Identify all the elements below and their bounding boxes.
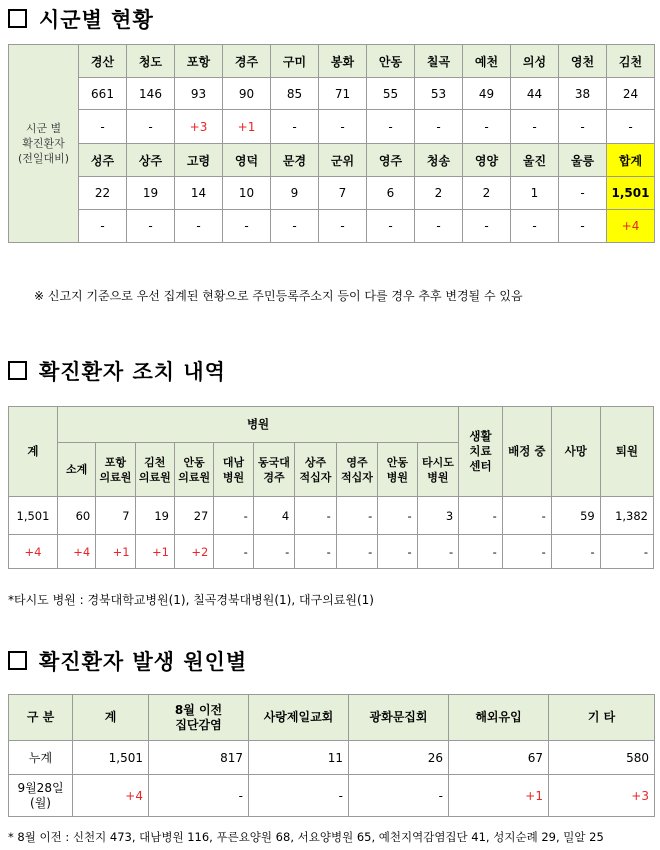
- cause-total-cell: 1,501: [73, 741, 149, 775]
- treatment-cell: -: [459, 497, 503, 535]
- region-total-cell: 71: [319, 78, 367, 110]
- cause-change-cell: -: [349, 775, 449, 817]
- region-name-cell: 합계: [607, 144, 655, 177]
- region-total-cell: 1: [511, 177, 559, 210]
- table-row: [9, 78, 655, 110]
- region-total-cell: 14: [175, 177, 223, 210]
- treatment-cell: 1,501: [9, 497, 58, 535]
- cause-total-cell: 580: [549, 741, 655, 775]
- treatment-cell: 7: [96, 497, 135, 535]
- region-total-cell: 38: [559, 78, 607, 110]
- table-row: [9, 535, 654, 569]
- section-title-causes: [8, 646, 247, 676]
- cause-change-cell: +4: [73, 775, 149, 817]
- region-change-cell: -: [463, 110, 511, 144]
- section-title-text: 확진환자 조치 내역: [39, 360, 226, 384]
- region-change-cell: +3: [175, 110, 223, 144]
- cause-change-cell: +3: [549, 775, 655, 817]
- hospital-sub-header: 대남 병원: [214, 443, 253, 497]
- cause-total-cell: 누계: [9, 741, 73, 775]
- region-name-cell: 예천: [463, 45, 511, 78]
- cause-header: 기 타: [549, 695, 655, 741]
- region-name-cell: 김천: [607, 45, 655, 78]
- region-name-cell: 경산: [79, 45, 127, 78]
- hospital-sub-header: 영주 적십자: [336, 443, 378, 497]
- region-name-cell: 칠곡: [415, 45, 463, 78]
- treatment-cell: -: [295, 535, 337, 569]
- section-title-regional: [8, 4, 154, 34]
- region-total-cell: 22: [79, 177, 127, 210]
- cause-header: 8월 이전 집단감염: [149, 695, 249, 741]
- region-change-cell: -: [175, 210, 223, 243]
- section-title-text: 시군별 현황: [39, 8, 154, 32]
- region-total-cell: -: [559, 177, 607, 210]
- region-name-cell: 안동: [367, 45, 415, 78]
- cause-change-cell: -: [249, 775, 349, 817]
- treatment-cell: -: [378, 497, 417, 535]
- treatment-cell: -: [551, 535, 600, 569]
- checkbox-square-icon: [8, 361, 27, 380]
- treatment-cell: 1,382: [600, 497, 653, 535]
- cause-total-cell: 11: [249, 741, 349, 775]
- region-change-cell: -: [367, 110, 415, 144]
- region-name-cell: 경주: [223, 45, 271, 78]
- table-row: [9, 741, 655, 775]
- region-change-cell: -: [271, 110, 319, 144]
- region-change-cell: -: [559, 110, 607, 144]
- cause-total-cell: 26: [349, 741, 449, 775]
- hospital-sub-header: 소계: [57, 443, 95, 497]
- treatment-cell: +1: [96, 535, 135, 569]
- side-label-line: 시군 별: [25, 122, 62, 135]
- region-total-cell: 9: [271, 177, 319, 210]
- region-change-cell: +1: [223, 110, 271, 144]
- region-total-cell: 55: [367, 78, 415, 110]
- table-row: [9, 177, 655, 210]
- region-total-cell: 7: [319, 177, 367, 210]
- hospital-sub-header: 동국대 경주: [253, 443, 295, 497]
- hospital-header: 병원: [57, 407, 458, 443]
- region-change-cell: -: [319, 210, 367, 243]
- region-name-cell: 울진: [511, 144, 559, 177]
- region-name-cell: 봉화: [319, 45, 367, 78]
- hospital-sub-header: 포항 의료원: [96, 443, 135, 497]
- treatment-cell: 19: [135, 497, 174, 535]
- region-change-cell: -: [415, 210, 463, 243]
- region-name-cell: 의성: [511, 45, 559, 78]
- region-change-cell: -: [127, 110, 175, 144]
- treatment-cell: -: [214, 497, 253, 535]
- region-change-cell: -: [607, 110, 655, 144]
- treatment-note: *타시도 병원 : 경북대학교병원(1), 칠곡경북대병원(1), 대구의료원(1): [8, 593, 374, 607]
- region-name-cell: 청송: [415, 144, 463, 177]
- region-change-cell: -: [463, 210, 511, 243]
- region-change-cell: -: [79, 110, 127, 144]
- region-total-cell: 93: [175, 78, 223, 110]
- treatment-cell: 3: [417, 497, 459, 535]
- table-header-row: [9, 695, 655, 741]
- region-name-cell: 포항: [175, 45, 223, 78]
- region-total-cell: 90: [223, 78, 271, 110]
- cause-table: [8, 694, 655, 817]
- region-total-cell: 6: [367, 177, 415, 210]
- table-row: [9, 497, 654, 535]
- table-row: [9, 775, 655, 817]
- treatment-cell: 59: [551, 497, 600, 535]
- region-total-cell: 53: [415, 78, 463, 110]
- treatment-cell: +2: [174, 535, 213, 569]
- cause-total-cell: 67: [449, 741, 549, 775]
- treatment-cell: -: [417, 535, 459, 569]
- treatment-cell: -: [253, 535, 295, 569]
- hospital-sub-header: 안동 의료원: [174, 443, 213, 497]
- region-total-cell: 19: [127, 177, 175, 210]
- region-name-cell: 구미: [271, 45, 319, 78]
- treatment-cell: -: [502, 535, 551, 569]
- discharge-header: 퇴원: [600, 407, 653, 497]
- treatment-cell: -: [336, 535, 378, 569]
- death-header: 사망: [551, 407, 600, 497]
- region-name-cell: 영천: [559, 45, 607, 78]
- total-header: 계: [9, 407, 58, 497]
- region-name-cell: 상주: [127, 144, 175, 177]
- region-total-cell: 44: [511, 78, 559, 110]
- region-name-cell: 청도: [127, 45, 175, 78]
- cause-header: 계: [73, 695, 149, 741]
- cause-note: * 8월 이전 : 신천지 473, 대남병원 116, 푸른요양원 68, 서요양병원 65, 예천지역감염집단 41, 성지순례 29, 밀알 25: [8, 830, 604, 844]
- treatment-cell: 4: [253, 497, 295, 535]
- hospital-sub-header: 김천 의료원: [135, 443, 174, 497]
- treatment-table: [8, 406, 654, 569]
- region-name-cell: 울릉: [559, 144, 607, 177]
- region-total-cell: 24: [607, 78, 655, 110]
- table-row: [9, 45, 655, 78]
- treatment-cell: -: [600, 535, 653, 569]
- region-change-cell: -: [367, 210, 415, 243]
- regional-note: ※ 신고지 기준으로 우선 집계된 현황으로 주민등록주소지 등이 다를 경우 추후 변경될 수 있음: [34, 289, 523, 303]
- cause-header: 사랑제일교회: [249, 695, 349, 741]
- region-change-cell: -: [319, 110, 367, 144]
- table-row: [9, 144, 655, 177]
- checkbox-square-icon: [8, 9, 27, 28]
- side-label-line: (전일대비): [17, 152, 70, 165]
- region-total-cell: 2: [415, 177, 463, 210]
- hospital-sub-header: 안동 병원: [378, 443, 417, 497]
- region-total-cell: 2: [463, 177, 511, 210]
- side-label-line: 확진환자: [22, 137, 65, 150]
- region-name-cell: 성주: [79, 144, 127, 177]
- region-total-cell: 10: [223, 177, 271, 210]
- region-name-cell: 영양: [463, 144, 511, 177]
- region-name-cell: 고령: [175, 144, 223, 177]
- cause-change-cell: +1: [449, 775, 549, 817]
- treatment-cell: -: [295, 497, 337, 535]
- treatment-cell: -: [502, 497, 551, 535]
- section-title-text: 확진환자 발생 원인별: [39, 650, 248, 674]
- region-name-cell: 영주: [367, 144, 415, 177]
- cause-header: 해외유입: [449, 695, 549, 741]
- treatment-cell: -: [378, 535, 417, 569]
- region-change-cell: +4: [607, 210, 655, 243]
- treatment-cell: +1: [135, 535, 174, 569]
- region-change-cell: -: [559, 210, 607, 243]
- treatment-cell: +4: [57, 535, 95, 569]
- region-change-cell: -: [223, 210, 271, 243]
- treatment-cell: 27: [174, 497, 213, 535]
- region-name-cell: 군위: [319, 144, 367, 177]
- date-label-cell: 9월28일 (월): [9, 775, 73, 817]
- region-change-cell: -: [79, 210, 127, 243]
- region-change-cell: -: [511, 110, 559, 144]
- treatment-cell: -: [214, 535, 253, 569]
- waiting-header: 배정 중: [502, 407, 551, 497]
- regional-status-table: [8, 44, 655, 243]
- table-row: [9, 210, 655, 243]
- region-total-cell: 1,501: [607, 177, 655, 210]
- region-name-cell: 문경: [271, 144, 319, 177]
- treatment-cell: -: [336, 497, 378, 535]
- region-total-cell: 661: [79, 78, 127, 110]
- cause-header: 광화문집회: [349, 695, 449, 741]
- cause-total-cell: 817: [149, 741, 249, 775]
- region-total-cell: 85: [271, 78, 319, 110]
- table-header-row: [9, 407, 654, 443]
- region-change-cell: -: [511, 210, 559, 243]
- checkbox-square-icon: [8, 651, 27, 670]
- side-label: [9, 45, 79, 243]
- treatment-cell: -: [459, 535, 503, 569]
- region-total-cell: 49: [463, 78, 511, 110]
- region-total-cell: 146: [127, 78, 175, 110]
- cause-header: 구 분: [9, 695, 73, 741]
- region-name-cell: 영덕: [223, 144, 271, 177]
- table-row: [9, 110, 655, 144]
- treatment-cell: +4: [9, 535, 58, 569]
- region-change-cell: -: [271, 210, 319, 243]
- hospital-sub-header: 상주 적십자: [295, 443, 337, 497]
- home-treatment-header: 생활 치료 센터: [459, 407, 503, 497]
- hospital-sub-header: 타시도 병원: [417, 443, 459, 497]
- treatment-cell: 60: [57, 497, 95, 535]
- region-change-cell: -: [127, 210, 175, 243]
- cause-change-cell: -: [149, 775, 249, 817]
- section-title-treatment: [8, 356, 226, 386]
- region-change-cell: -: [415, 110, 463, 144]
